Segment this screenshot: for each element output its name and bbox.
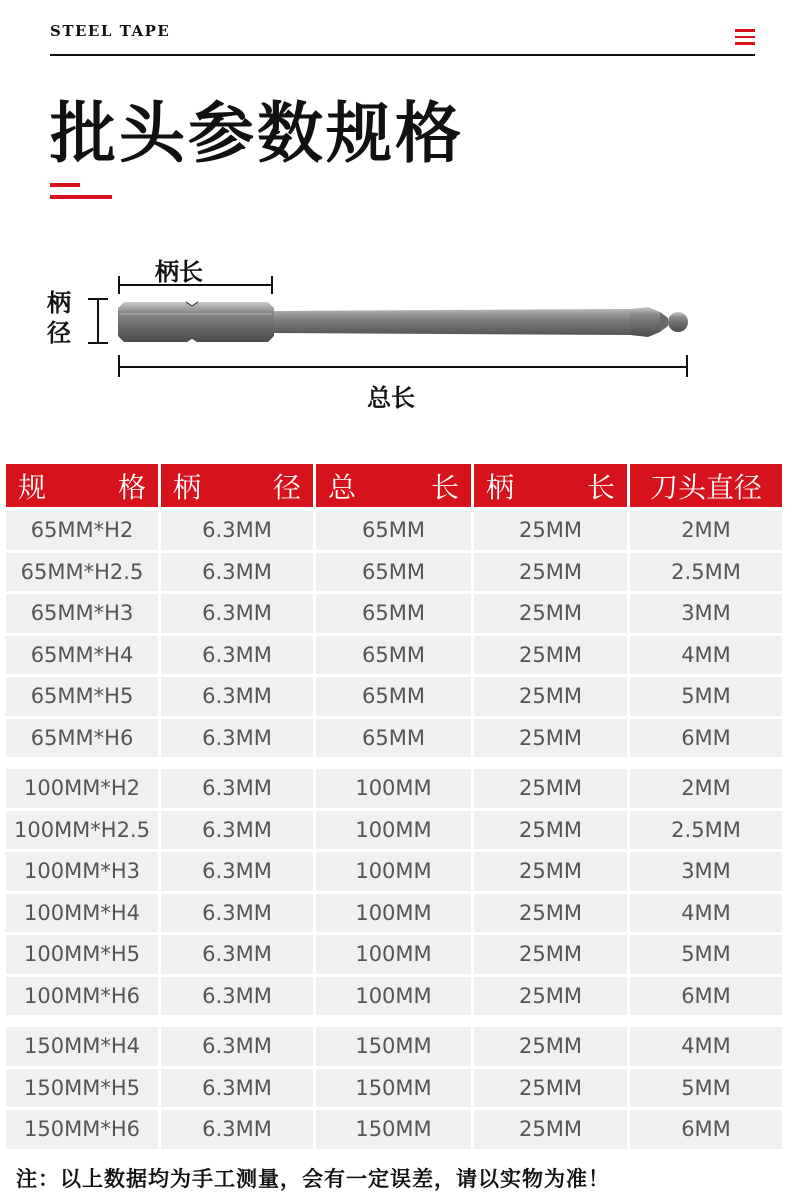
table-cell: 6.3MM bbox=[161, 1027, 313, 1066]
table-cell: 6.3MM bbox=[161, 1110, 313, 1149]
header-divider bbox=[50, 54, 755, 56]
header-shank-diameter: 柄 径 bbox=[161, 464, 313, 507]
table-cell: 100MM*H3 bbox=[6, 852, 158, 891]
table-cell: 100MM*H2 bbox=[6, 769, 158, 808]
table-cell: 65MM*H4 bbox=[6, 636, 158, 675]
table-cell: 6.3MM bbox=[161, 894, 313, 933]
title-accent-short bbox=[50, 183, 80, 187]
table-cell: 25MM bbox=[474, 511, 627, 550]
table-group-150 bbox=[6, 1027, 784, 1149]
table-cell: 150MM*H5 bbox=[6, 1069, 158, 1108]
table-cell: 100MM bbox=[316, 811, 471, 850]
table-cell: 4MM bbox=[630, 894, 782, 933]
table-row bbox=[6, 719, 784, 758]
table-row bbox=[6, 894, 784, 933]
table-group-100 bbox=[6, 769, 784, 1015]
table-cell: 6.3MM bbox=[161, 719, 313, 758]
table-cell: 150MM*H4 bbox=[6, 1027, 158, 1066]
table-cell: 4MM bbox=[630, 636, 782, 675]
table-cell: 25MM bbox=[474, 811, 627, 850]
table-header-row bbox=[6, 464, 784, 507]
footnote: 注：以上数据均为手工测量，会有一定误差，请以实物为准！ bbox=[16, 1167, 610, 1191]
table-row bbox=[6, 553, 784, 592]
table-cell: 6.3MM bbox=[161, 1069, 313, 1108]
shank-length-label: 柄长 bbox=[155, 258, 203, 286]
table-cell: 100MM bbox=[316, 935, 471, 974]
table-cell: 6MM bbox=[630, 719, 782, 758]
table-cell: 65MM*H3 bbox=[6, 594, 158, 633]
table-row bbox=[6, 852, 784, 891]
table-cell: 25MM bbox=[474, 894, 627, 933]
table-cell: 6.3MM bbox=[161, 811, 313, 850]
group-gap bbox=[6, 1018, 784, 1027]
table-row bbox=[6, 636, 784, 675]
table-cell: 25MM bbox=[474, 1110, 627, 1149]
table-cell: 65MM*H5 bbox=[6, 677, 158, 716]
table-cell: 65MM bbox=[316, 677, 471, 716]
table-cell: 5MM bbox=[630, 935, 782, 974]
table-cell: 3MM bbox=[630, 594, 782, 633]
table-cell: 25MM bbox=[474, 719, 627, 758]
table-cell: 25MM bbox=[474, 636, 627, 675]
table-row bbox=[6, 677, 784, 716]
table-row bbox=[6, 769, 784, 808]
table-cell: 100MM bbox=[316, 769, 471, 808]
table-cell: 65MM*H6 bbox=[6, 719, 158, 758]
table-cell: 100MM bbox=[316, 852, 471, 891]
table-cell: 6MM bbox=[630, 1110, 782, 1149]
table-row bbox=[6, 1110, 784, 1149]
table-cell: 100MM*H2.5 bbox=[6, 811, 158, 850]
table-group-65 bbox=[6, 511, 784, 757]
table-cell: 150MM bbox=[316, 1110, 471, 1149]
table-row bbox=[6, 1069, 784, 1108]
table-cell: 6.3MM bbox=[161, 852, 313, 891]
table-cell: 6.3MM bbox=[161, 977, 313, 1016]
table-cell: 6.3MM bbox=[161, 935, 313, 974]
table-cell: 6.3MM bbox=[161, 769, 313, 808]
table-cell: 6.3MM bbox=[161, 636, 313, 675]
table-cell: 25MM bbox=[474, 594, 627, 633]
table-cell: 4MM bbox=[630, 1027, 782, 1066]
table-row bbox=[6, 594, 784, 633]
table-cell: 3MM bbox=[630, 852, 782, 891]
table-row bbox=[6, 511, 784, 550]
table-cell: 25MM bbox=[474, 553, 627, 592]
table-row bbox=[6, 1027, 784, 1066]
brand-name: STEEL TAPE bbox=[50, 22, 171, 40]
total-length-label: 总长 bbox=[367, 384, 415, 412]
table-cell: 100MM*H6 bbox=[6, 977, 158, 1016]
table-cell: 6.3MM bbox=[161, 594, 313, 633]
table-cell: 65MM*H2 bbox=[6, 511, 158, 550]
shank-diameter-label: 柄径 bbox=[47, 289, 71, 347]
spec-table bbox=[6, 464, 784, 1152]
table-cell: 6.3MM bbox=[161, 553, 313, 592]
table-cell: 100MM*H4 bbox=[6, 894, 158, 933]
table-cell: 100MM bbox=[316, 894, 471, 933]
table-cell: 25MM bbox=[474, 852, 627, 891]
table-cell: 6MM bbox=[630, 977, 782, 1016]
header-tip-diameter: 刀头直径 bbox=[630, 464, 782, 507]
table-cell: 150MM bbox=[316, 1027, 471, 1066]
table-cell: 65MM bbox=[316, 719, 471, 758]
table-cell: 100MM*H5 bbox=[6, 935, 158, 974]
title-accent-long bbox=[50, 195, 112, 199]
table-row bbox=[6, 977, 784, 1016]
page-title: 批头参数规格 bbox=[50, 95, 464, 172]
group-gap bbox=[6, 760, 784, 769]
table-cell: 2MM bbox=[630, 769, 782, 808]
table-cell: 25MM bbox=[474, 677, 627, 716]
table-cell: 65MM bbox=[316, 511, 471, 550]
table-cell: 6.3MM bbox=[161, 511, 313, 550]
menu-icon[interactable] bbox=[735, 29, 755, 45]
header-total-length: 总 长 bbox=[316, 464, 471, 507]
table-cell: 25MM bbox=[474, 1027, 627, 1066]
table-row bbox=[6, 811, 784, 850]
table-cell: 25MM bbox=[474, 977, 627, 1016]
header-spec: 规 格 bbox=[6, 464, 158, 507]
bit-diagram bbox=[0, 250, 790, 420]
table-cell: 100MM bbox=[316, 977, 471, 1016]
table-cell: 65MM bbox=[316, 553, 471, 592]
table-cell: 65MM*H2.5 bbox=[6, 553, 158, 592]
table-cell: 25MM bbox=[474, 1069, 627, 1108]
table-cell: 5MM bbox=[630, 1069, 782, 1108]
table-cell: 2MM bbox=[630, 511, 782, 550]
table-row bbox=[6, 935, 784, 974]
table-cell: 150MM*H6 bbox=[6, 1110, 158, 1149]
table-cell: 25MM bbox=[474, 935, 627, 974]
table-cell: 65MM bbox=[316, 636, 471, 675]
table-cell: 65MM bbox=[316, 594, 471, 633]
table-cell: 2.5MM bbox=[630, 553, 782, 592]
table-cell: 2.5MM bbox=[630, 811, 782, 850]
table-cell: 6.3MM bbox=[161, 677, 313, 716]
table-cell: 5MM bbox=[630, 677, 782, 716]
header-shank-length: 柄 长 bbox=[474, 464, 627, 507]
table-cell: 25MM bbox=[474, 769, 627, 808]
table-cell: 150MM bbox=[316, 1069, 471, 1108]
